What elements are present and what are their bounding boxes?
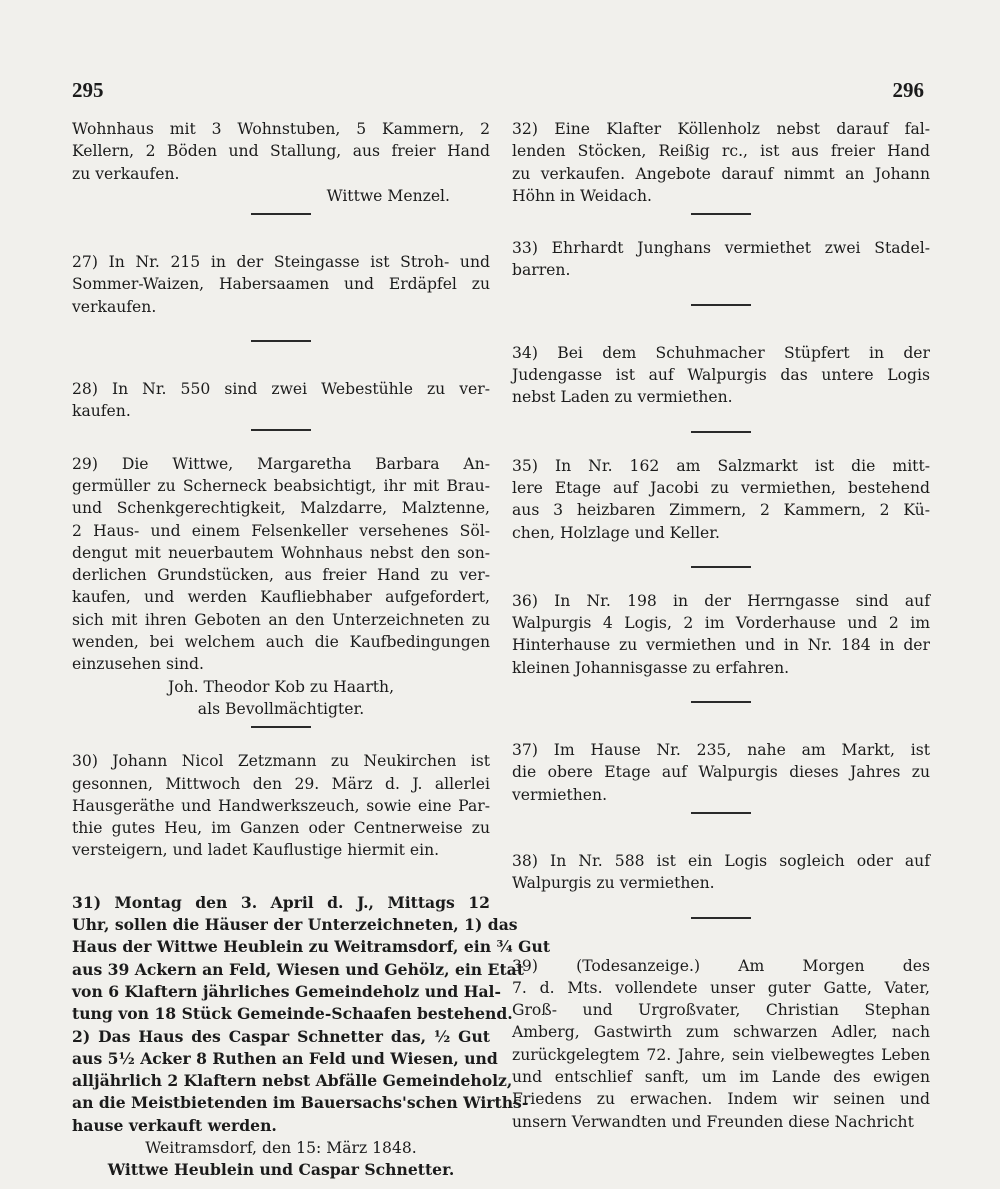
text-line: Kellern, 2 Böden und Stallung, aus freier Hand: [72, 142, 490, 161]
text-line: unsern Verwandten und Freunden diese Nachricht: [512, 1112, 914, 1131]
notice-31: [72, 892, 551, 1137]
right-column: [512, 118, 930, 1133]
text-line: aus 3 heizbaren Zimmern, 2 Kammern, 2 Kü-: [512, 501, 930, 520]
text-line: 2) Das Haus des Caspar Schnetter das, ½ Gut: [72, 1026, 490, 1046]
text-line: lere Etage auf Jacobi zu vermiethen, bestehend: [512, 478, 930, 497]
notice-28: [72, 378, 490, 423]
text-line: dengut mit neuerbautem Wohnhaus nebst den son-: [72, 543, 490, 562]
text-line: Groß- und Urgroßvater, Christian Stephan: [512, 1001, 930, 1020]
text-line: hause verkauft werden.: [72, 1115, 277, 1135]
divider-rule: [251, 429, 311, 431]
notice-39-death-notice: [512, 955, 930, 1133]
text-line: 39) (Todesanzeige.) Am Morgen des: [512, 956, 930, 975]
text-line: einzusehen sind.: [72, 655, 204, 674]
text-line: kaufen.: [72, 402, 131, 421]
page-number-right: 296: [892, 78, 924, 102]
text-line: 34) Bei dem Schuhmacher Stüpfert in der: [512, 343, 930, 362]
text-line: verkaufen.: [72, 297, 157, 316]
text-line: Walpurgis zu vermiethen.: [512, 874, 715, 893]
text-line: 36) In Nr. 198 in der Herrngasse sind auf: [512, 591, 930, 610]
text-line: die obere Etage auf Walpurgis dieses Jahres zu: [512, 763, 930, 782]
divider-rule: [691, 701, 751, 703]
divider-rule: [691, 917, 751, 919]
signature-menzel: Wittwe Menzel.: [326, 186, 450, 205]
text-line: nebst Laden zu vermiethen.: [512, 388, 733, 407]
notice-26-continued: [72, 118, 490, 185]
text-line: wenden, bei welchem auch die Kaufbedingungen: [72, 633, 490, 652]
signature-heublein-schnetter: Wittwe Heublein und Caspar Schnetter.: [107, 1160, 455, 1180]
notice-30: [72, 750, 490, 861]
text-line: versteigern, und ladet Kauflustige hiermit ein.: [72, 841, 440, 860]
text-line: thie gutes Heu, im Ganzen oder Centnerweise zu: [72, 819, 490, 838]
text-line: Walpurgis 4 Logis, 2 im Vorderhause und 2 im: [512, 614, 930, 633]
divider-rule: [691, 213, 751, 215]
text-line: 38) In Nr. 588 ist ein Logis sogleich oder auf: [512, 851, 930, 870]
signature-kob: Joh. Theodor Kob zu Haarth,: [167, 677, 395, 696]
text-line: tung von 18 Stück Gemeinde-Schaafen bestehend.: [72, 1004, 513, 1024]
text-line: von 6 Klaftern jährliches Gemeindeholz und Hal-: [72, 981, 501, 1001]
divider-rule: [251, 726, 311, 728]
text-line: 29) Die Wittwe, Margaretha Barbara An-: [72, 454, 490, 473]
notice-34: [512, 342, 930, 409]
text-line: barren.: [512, 261, 571, 280]
text-line: derlichen Grundstücken, aus freier Hand zu ver-: [72, 566, 490, 585]
text-line: vermiethen.: [512, 785, 608, 804]
text-line: und entschlief sanft, um im Lande des ewigen: [512, 1068, 930, 1087]
notice-38: [512, 850, 930, 895]
text-line: Judengasse ist auf Walpurgis das untere Logis: [512, 366, 930, 385]
text-line: Hinterhause zu vermiethen und in Nr. 184 in der: [512, 636, 930, 655]
notice-37: [512, 739, 930, 806]
text-line: zu verkaufen.: [72, 164, 180, 183]
divider-rule: [691, 812, 751, 814]
notice-29: [72, 453, 490, 676]
text-line: Friedens zu erwachen. Indem wir seinen und: [512, 1090, 930, 1109]
text-line: zu verkaufen. Angebote darauf nimmt an Johann: [512, 164, 930, 183]
place-date: Weitramsdorf, den 15: März 1848.: [145, 1138, 417, 1157]
text-line: Uhr, sollen die Häuser der Unterzeichneten, 1) das: [72, 915, 518, 935]
text-line: an die Meistbietenden im Bauersachs'schen Wirths-: [72, 1093, 529, 1113]
text-line: 31) Montag den 3. April d. J., Mittags 12: [72, 892, 490, 912]
text-line: Sommer-Waizen, Habersaamen und Erdäpfel zu: [72, 275, 490, 294]
text-line: 33) Ehrhardt Junghans vermiethet zwei Stadel-: [512, 239, 930, 258]
divider-rule: [691, 304, 751, 306]
text-line: kaufen, und werden Kaufliebhaber aufgefordert,: [72, 588, 490, 607]
text-line: kleinen Johannisgasse zu erfahren.: [512, 658, 790, 677]
notice-35: [512, 455, 930, 544]
text-line: lenden Stöcken, Reißig rc., ist aus freier Hand: [512, 142, 930, 161]
divider-rule: [251, 213, 311, 215]
text-line: gesonnen, Mittwoch den 29. März d. J. allerlei: [72, 774, 490, 793]
text-line: Amberg, Gastwirth zum schwarzen Adler, nach: [512, 1023, 930, 1042]
divider-rule: [251, 340, 311, 342]
text-line: 35) In Nr. 162 am Salzmarkt ist die mitt-: [512, 456, 930, 475]
text-line: alljährlich 2 Klaftern nebst Abfälle Gemeindeholz,: [72, 1071, 513, 1091]
page-number-left: 295: [72, 78, 104, 102]
text-line: 7. d. Mts. vollendete unser guter Gatte, Vater,: [512, 978, 930, 997]
notice-36: [512, 590, 930, 679]
text-line: 32) Eine Klafter Köllenholz nebst darauf fal-: [512, 120, 930, 138]
text-line: 28) In Nr. 550 sind zwei Webestühle zu ver-: [72, 380, 490, 399]
text-line: 37) Im Hause Nr. 235, nahe am Markt, ist: [512, 741, 930, 760]
text-line: Haus der Wittwe Heublein zu Weitramsdorf, ein ¾ Gut: [72, 937, 551, 957]
text-line: Höhn in Weidach.: [512, 186, 653, 205]
notice-27: [72, 251, 490, 318]
text-line: und Schenkgerechtigkeit, Malzdarre, Malztenne,: [72, 499, 490, 518]
text-line: 27) In Nr. 215 in der Steingasse ist Stroh- und: [72, 253, 490, 272]
text-line: 30) Johann Nicol Zetzmann zu Neukirchen ist: [72, 752, 490, 771]
divider-rule: [691, 566, 751, 568]
text-line: chen, Holzlage und Keller.: [512, 523, 720, 542]
text-line: germüller zu Scherneck beabsichtigt, ihr mit Brau-: [72, 476, 490, 495]
notice-33: [512, 237, 930, 282]
text-line: sich mit ihren Geboten an den Unterzeichneten zu: [72, 610, 490, 629]
text-line: 2 Haus- und einem Felsenkeller versehenes Söl-: [72, 521, 490, 540]
text-line: Hausgeräthe und Handwerkszeuch, sowie eine Par-: [72, 796, 490, 815]
text-line: zurückgelegtem 72. Jahre, sein vielbewegtes Leben: [512, 1045, 930, 1064]
signature-kob-role: als Bevollmächtigter.: [197, 699, 365, 718]
text-line: aus 39 Ackern an Feld, Wiesen und Gehölz, ein Etat: [72, 959, 524, 979]
notice-32: [512, 118, 930, 207]
text-line: aus 5½ Acker 8 Ruthen an Feld und Wiesen, und: [72, 1048, 498, 1068]
text-line: Wohnhaus mit 3 Wohnstuben, 5 Kammern, 2: [72, 120, 490, 138]
divider-rule: [691, 431, 751, 433]
